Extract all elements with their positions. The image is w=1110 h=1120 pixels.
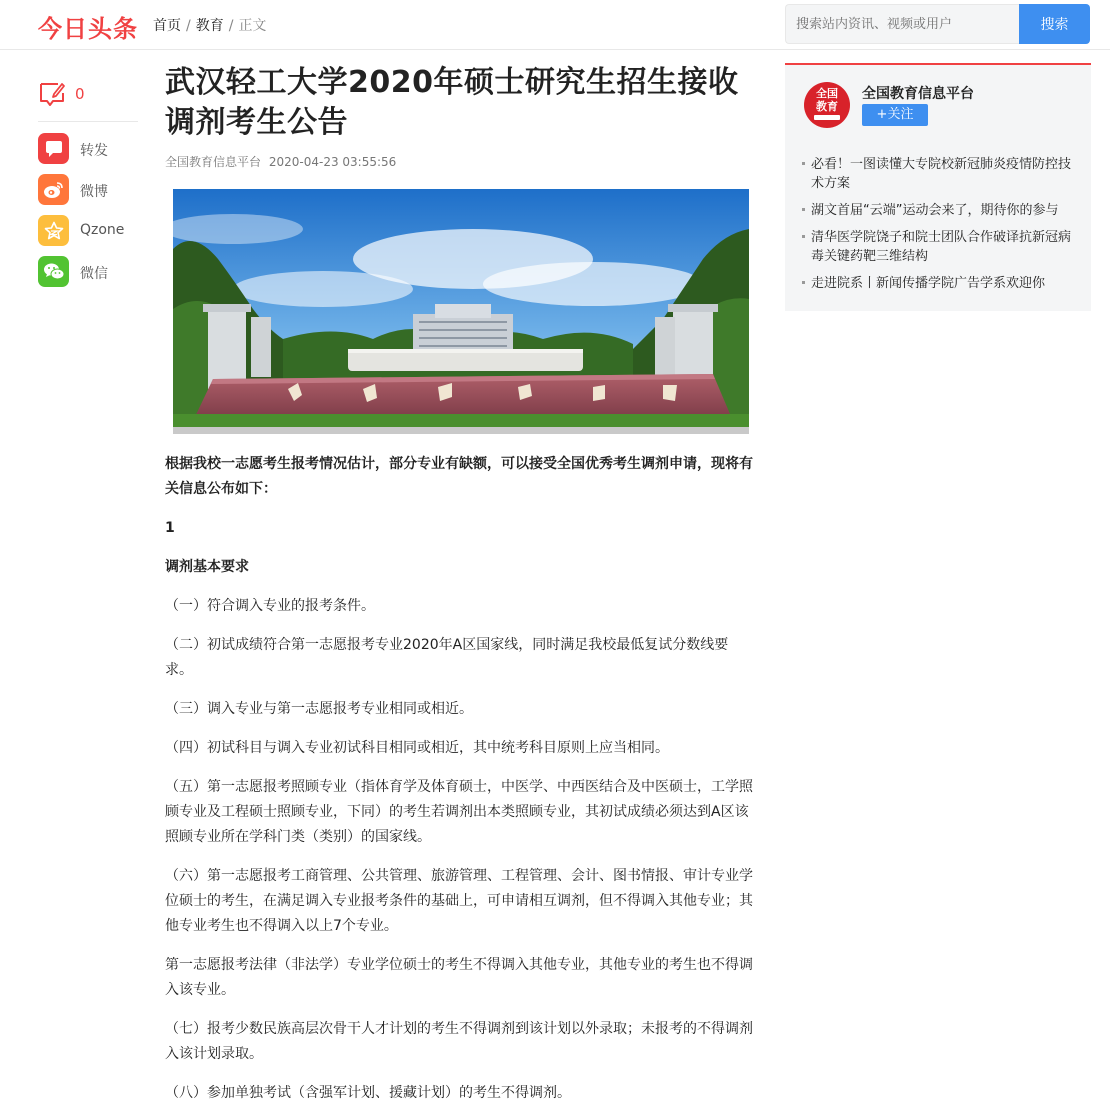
wechat-icon <box>38 256 69 287</box>
article-paragraph: （三）调入专业与第一志愿报考专业相同或相近。 <box>165 701 473 717</box>
share-repost[interactable] <box>38 133 138 174</box>
article-time: 2020-04-23 03:55:56 <box>268 155 397 169</box>
breadcrumb <box>153 15 266 35</box>
top-header <box>0 0 1110 50</box>
breadcrumb-separator: / <box>186 18 191 34</box>
article-photo <box>173 189 749 434</box>
qzone-icon <box>38 215 69 246</box>
related-news-item[interactable]: 清华医学院饶子和院士团队合作破译抗新冠病毒关键药靶三维结构 <box>802 228 1082 266</box>
share-qzone-label: Qzone <box>80 222 125 238</box>
share-wechat[interactable] <box>38 256 138 297</box>
section-number: 1 <box>165 520 175 536</box>
author-name[interactable]: 全国教育信息平台 <box>862 86 974 102</box>
author-avatar[interactable] <box>804 82 850 128</box>
share-rail <box>38 72 138 297</box>
breadcrumb-current: 正文 <box>238 18 267 34</box>
follow-button[interactable]: +关注 <box>862 104 928 126</box>
article-paragraph: （七）报考少数民族高层次骨干人才计划的考生不得调剂到该计划以外录取；未报考的不得调剂入该计划录取。 <box>165 1021 753 1062</box>
article-source[interactable]: 全国教育信息平台 <box>165 155 262 169</box>
related-news-list <box>802 155 1082 301</box>
avatar-badge <box>814 115 840 120</box>
article-meta <box>165 153 755 173</box>
article-paragraph: （四）初试科目与调入专业初试科目相同或相近，其中统考科目原则上应当相同。 <box>165 740 669 756</box>
related-news-item[interactable]: 湖文首届“云端”运动会来了，期待你的参与 <box>802 201 1082 220</box>
article <box>165 63 755 1120</box>
article-body <box>165 452 755 1106</box>
breadcrumb-home-link[interactable]: 首页 <box>153 18 181 34</box>
search-button[interactable]: 搜索 <box>1019 4 1090 44</box>
breadcrumb-section-link[interactable]: 教育 <box>195 18 224 34</box>
search-input[interactable] <box>785 4 1019 44</box>
related-news-item[interactable]: 必看！一图读懂大专院校新冠肺炎疫情防控技术方案 <box>802 155 1082 193</box>
weibo-icon <box>38 174 69 205</box>
share-wechat-label: 微信 <box>80 266 108 282</box>
share-weibo[interactable] <box>38 174 138 215</box>
author-sidebar <box>785 63 1091 311</box>
comment-button[interactable] <box>38 72 138 122</box>
share-weibo-label: 微博 <box>80 184 108 200</box>
breadcrumb-separator: / <box>228 18 234 34</box>
article-paragraph: 第一志愿报考法律（非法学）专业学位硕士的考生不得调入其他专业，其他专业的考生也不得调入该专业。 <box>165 957 753 998</box>
repost-icon <box>38 133 69 164</box>
avatar-text: 全国 <box>816 87 838 100</box>
article-paragraph: （二）初试成绩符合第一志愿报考专业2020年A区国家线，同时满足我校最低复试分数线要求。 <box>165 637 729 678</box>
article-paragraph: （五）第一志愿报考照顾专业（指体育学及体育硕士，中医学、中西医结合及中医硕士，工学照顾专业及工程硕士照顾专业，下同）的考生若调剂出本类照顾专业，其初试成绩必须达到A区该照顾专业所在学科门类（类别）的国家线。 <box>165 779 753 845</box>
article-paragraph: （六）第一志愿报考工商管理、公共管理、旅游管理、工程管理、会计、图书情报、审计专业学位硕士的考生，在满足调入专业报考条件的基础上，可申请相互调剂，但不得调入其他专业；其他专业考生也不得调入以上7个专业。 <box>165 868 753 934</box>
article-intro: 根据我校一志愿考生报考情况估计，部分专业有缺额，可以接受全国优秀考生调剂申请，现将有关信息公布如下： <box>165 456 753 497</box>
site-logo[interactable]: 今日头条 <box>38 15 138 43</box>
article-title: 武汉轻工大学2020年硕士研究生招生接收调剂考生公告 <box>165 65 739 140</box>
article-paragraph: （八）参加单独考试（含强军计划、援藏计划）的考生不得调剂。 <box>165 1085 571 1101</box>
share-qzone[interactable] <box>38 215 138 256</box>
share-repost-label: 转发 <box>80 143 108 159</box>
related-news-item[interactable]: 走进院系丨新闻传播学院广告学系欢迎你 <box>802 274 1082 293</box>
article-paragraph: （一）符合调入专业的报考条件。 <box>165 598 375 614</box>
search-bar <box>785 4 1090 44</box>
comment-icon <box>38 80 66 108</box>
avatar-text: 教育 <box>816 100 838 113</box>
comment-count: 0 <box>75 85 85 103</box>
section-title: 调剂基本要求 <box>165 559 249 575</box>
